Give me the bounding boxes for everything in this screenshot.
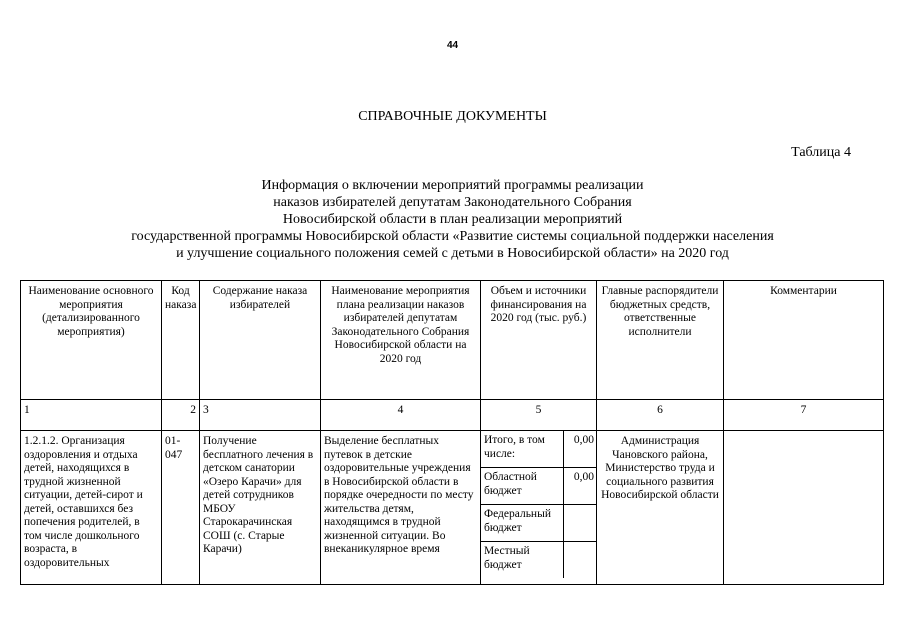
header-row	[21, 281, 884, 400]
code-cell: 01-047	[162, 431, 200, 585]
table-heading	[0, 177, 905, 262]
header-cell-code: Код наказа	[162, 281, 200, 400]
heading-line: Информация о включении мероприятий программы реализации	[261, 178, 644, 193]
header-cell-activity: Наименование основного мероприятия (детализированного мероприятия)	[21, 281, 162, 400]
heading-line: Новосибирской области в план реализации мероприятий	[282, 212, 623, 227]
financing-row	[481, 542, 597, 579]
financing-row	[481, 468, 597, 505]
column-number: 5	[481, 400, 597, 431]
financing-cell	[481, 431, 597, 585]
financing-row	[481, 431, 597, 468]
request-cell: Получение бесплатного лечения в детском санатории «Озеро Карачи» для детей сотрудников МБОУ Старокарачинская СОШ (с. Старые Карачи)	[200, 431, 321, 585]
financing-table	[481, 431, 597, 578]
financing-source: Федеральный бюджет	[481, 505, 563, 542]
header-cell-request: Содержание наказа избирателей	[200, 281, 321, 400]
executors-cell: Администрация Чановского района, Министерство труда и социального развития Новосибирской области	[597, 431, 724, 585]
header-cell-financing: Объем и источники финансирования на 2020 год (тыс. руб.)	[481, 281, 597, 400]
financing-amount: 0,00	[563, 468, 597, 505]
section-title: СПРАВОЧНЫЕ ДОКУМЕНТЫ	[358, 109, 547, 124]
header-cell-comments: Комментарии	[724, 281, 884, 400]
column-number: 1	[21, 400, 162, 431]
column-number: 7	[724, 400, 884, 431]
header-cell-executors: Главные распорядители бюджетных средств, ответственные исполнители	[597, 281, 724, 400]
financing-source: Областной бюджет	[481, 468, 563, 505]
column-number: 3	[200, 400, 321, 431]
activity-cell: 1.2.1.2. Организация оздоровления и отдыха детей, находящихся в трудной жизненной ситуации, детей-сирот и детей, оставшихся без попечения родителей, в том числе дошкольного возраста, в оздоровительных	[21, 431, 162, 585]
heading-line: государственной программы Новосибирской области «Развитие системы социальной поддержки населения	[131, 229, 774, 244]
financing-source: Местный бюджет	[484, 545, 530, 571]
heading-line: и улучшение социального положения семей с детьми в Новосибирской области» на 2020 год	[176, 246, 729, 261]
financing-amount: 0,00	[563, 431, 597, 468]
page-number: 44	[446, 40, 459, 51]
plan-activity-cell: Выделение бесплатных путевок в детские оздоровительные учреждения в Новосибирской области в порядке очередности по месту жительства детям, находящимся в трудной жизненной ситуации. Во внеканикулярное время	[321, 431, 481, 585]
table-label: Таблица 4	[791, 145, 851, 160]
data-table	[20, 280, 884, 585]
column-number: 6	[597, 400, 724, 431]
heading-line: наказов избирателей депутатам Законодательного Собрания	[273, 195, 632, 210]
financing-amount	[563, 542, 597, 579]
financing-amount	[563, 505, 597, 542]
column-number-row	[21, 400, 884, 431]
column-number: 2	[162, 400, 200, 431]
comments-cell	[724, 431, 884, 585]
table-row	[21, 431, 884, 585]
financing-row	[481, 505, 597, 542]
financing-source: Итого, в том числе:	[481, 431, 563, 468]
header-cell-plan: Наименование мероприятия плана реализации наказов избирателей депутатам Законодательного Собрания Новосибирской области на 2020 год	[321, 281, 481, 400]
column-number: 4	[321, 400, 481, 431]
